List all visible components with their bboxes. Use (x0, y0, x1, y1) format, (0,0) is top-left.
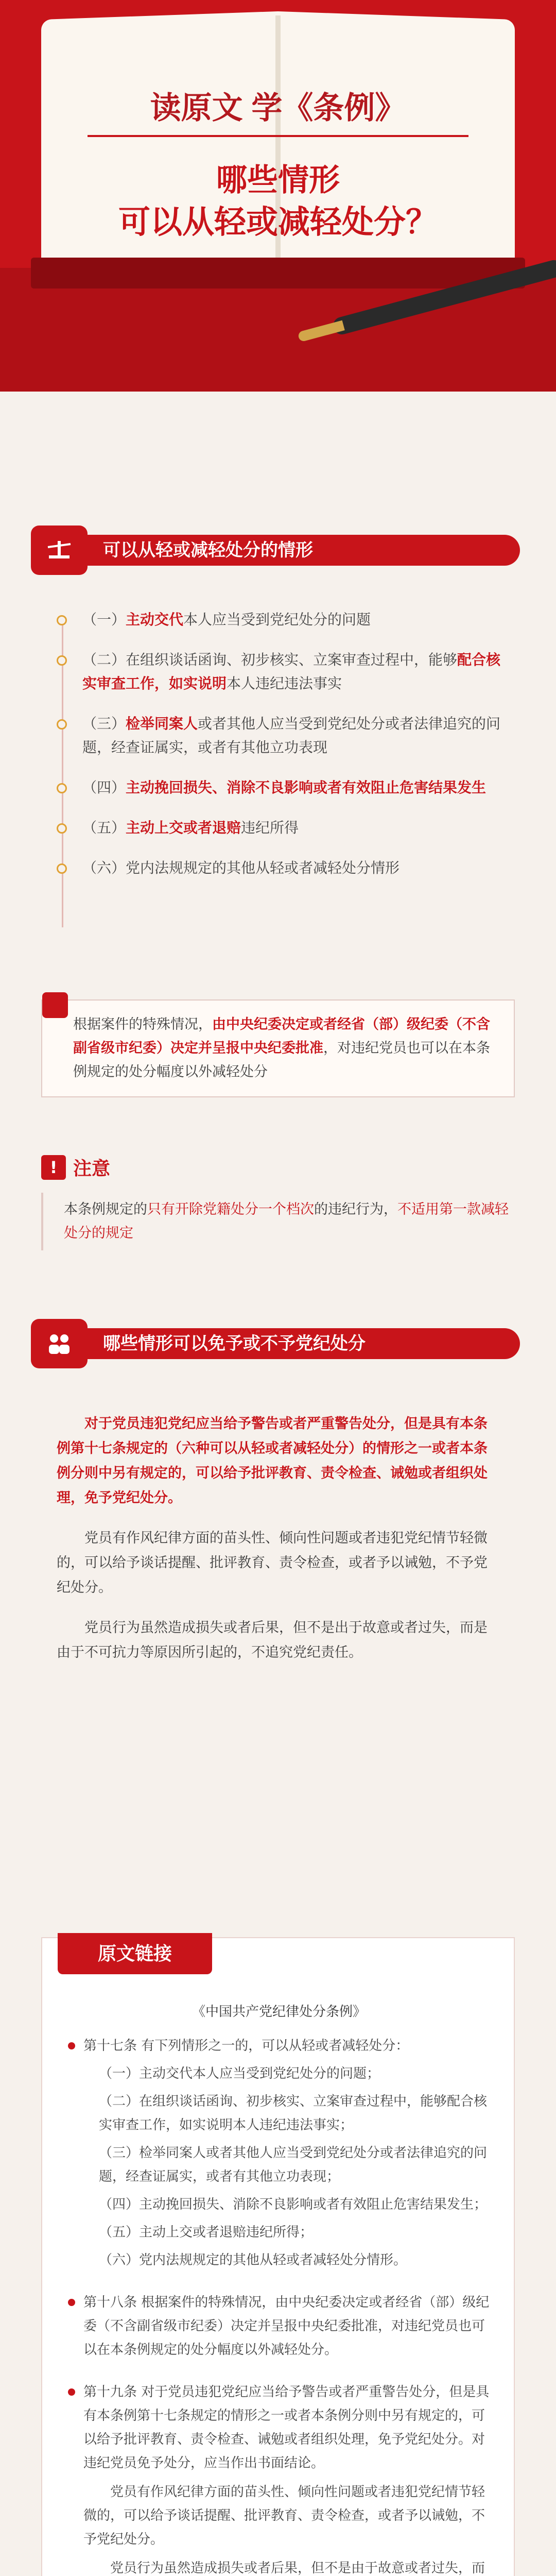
attention-box (41, 1154, 515, 1250)
original-link-tab[interactable]: 原文链接 (58, 1933, 212, 1974)
article-19: 第十九条 对于党员违犯党纪应当给予警告或者严重警告处分，但是具有本条例第十七条规定的情形之一或者本条例分则中另有规定的，可以给予批评教育、责令检查、诫勉或者组织处理，免予党纪处分。对违纪党员免予处分，应当作出书面结论。 党员有作风纪律方面的苗头性、倾向性问题或者违犯党纪情节轻微的，可以给予谈话提醒、批评教育、责令检查，或者予以诫勉，不予党纪处分。 党员行为虽然造成损失或者后果，但不是由于故意或者过失，而 (68, 2380, 490, 2576)
section-title-1: 可以从轻或减轻处分的情形 (103, 540, 313, 560)
list-item: （四）主动挽回损失、消除不良影响或者有效阻止危害结果发生 (51, 776, 505, 800)
exclamation-icon: ! (41, 1155, 66, 1180)
list-item: （五）主动上交或者退赔违纪所得 (51, 816, 505, 840)
lighter-punishment-list (51, 608, 505, 896)
list-item: （二）在组织谈话函询、初步核实、立案审查过程中，能够配合核实审查工作，如实说明本人违纪违法事实 (51, 648, 505, 696)
hero-title-line3: 可以从轻或减轻处分？ (118, 205, 438, 240)
attention-body: 本条例规定的只有开除党籍处分一个档次的违纪行为，不适用第一款减轻处分的规定 (41, 1193, 515, 1250)
pen-icon (42, 992, 68, 1018)
section2-paragraph-3: 党员行为虽然造成损失或者后果，但不是出于故意或者过失，而是由于不可抗力等原因所引起的，不追究党纪责任。 (57, 1620, 488, 1660)
section-banner-2 (0, 1319, 556, 1365)
article-18: 第十八条 根据案件的特殊情况，由中央纪委决定或者经省（部）级纪委（不含副省级市纪委）决定并呈报中央纪委批准，对违纪党员也可以在本条例规定的处分幅度以外减轻处分。 (68, 2291, 490, 2362)
hero-banner (0, 0, 556, 392)
hero-title-line1: 读原文 学《条例》 (150, 91, 406, 125)
section-banner-1 (0, 526, 556, 572)
section2-body (57, 1412, 499, 1681)
list-item: （一）主动交代本人应当受到党纪处分的问题 (51, 608, 505, 632)
special-case-note: 根据案件的特殊情况，由中央纪委决定或者经省（部）级纪委（不含副省级市纪委）决定并呈报中央纪委批准，对违纪党员也可以在本条例规定的处分幅度以外减轻处分 (41, 999, 515, 1097)
article-17: 第十七条 有下列情形之一的，可以从轻或者减轻处分： （一）主动交代本人应当受到党纪处分的问题； （二）在组织谈话函询、初步核实、立案审查过程中，能够配合核实审查工作，如实说明本人违纪违法事实； （三）检举同案人或者其他人应当受到党纪处分或者法律追究的问题，经查证属实，或者有其他立功表现； （四）主动挽回损失、消除不良影响或者有效阻止危害结果发生； （五）主动上交或者退赔违纪所得； （六）党内法规规定的其他从轻或者减轻处分情形。 (68, 2034, 490, 2272)
attention-title: 注意 (73, 1158, 111, 1179)
original-text-panel (41, 1937, 515, 2576)
law-title: 《中国共产党纪律处分条例》 (192, 2004, 366, 2020)
scale-icon (31, 526, 88, 575)
hero-title-line2: 哪些情形 (216, 163, 340, 197)
section2-paragraph-2: 党员有作风纪律方面的苗头性、倾向性问题或者违犯党纪情节轻微的，可以给予谈话提醒、批评教育、责令检查，或者予以诫勉，不予党纪处分。 (57, 1530, 488, 1596)
people-icon (31, 1319, 88, 1368)
hero-divider (88, 135, 468, 137)
list-item: （六）党内法规规定的其他从轻或者减轻处分情形 (51, 856, 505, 880)
section2-paragraph-1: 对于党员违犯党纪应当给予警告或者严重警告处分，但是具有本条例第十七条规定的（六种可以从轻或者减轻处分）的情形之一或者本条例分则中另有规定的，可以给予批评教育、责令检查、诫勉或者组织处理，免予党纪处分。 (57, 1416, 488, 1506)
hero-title (0, 88, 556, 244)
list-item: （三）检举同案人或者其他人应当受到党纪处分或者法律追究的问题，经查证属实，或者有其他立功表现 (51, 712, 505, 759)
section-title-2: 哪些情形可以免予或不予党纪处分 (103, 1334, 366, 1353)
